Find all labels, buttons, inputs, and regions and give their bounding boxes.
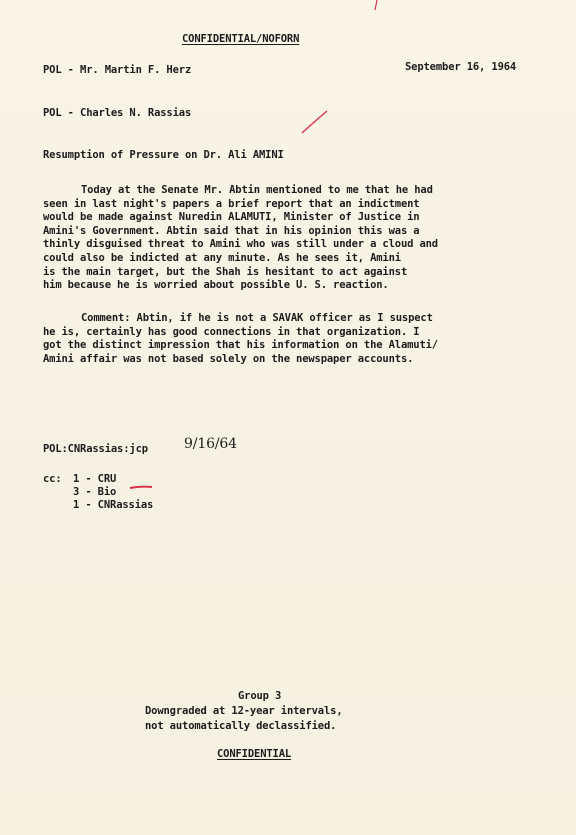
memo-subject: Resumption of Pressure on Dr. Ali AMINI [43,149,284,161]
red-check-mark [300,108,330,136]
classification-header: CONFIDENTIAL/NOFORN [182,33,300,45]
body-line: got the distinct impression that his information on the Alamuti/ [43,339,438,352]
body-line: Comment: Abtin, if he is not a SAVAK officer as I suspect [81,312,433,324]
body-line: he is, certainly has good connections in that organization. I [43,325,420,338]
body-line: Today at the Senate Mr. Abtin mentioned to me that he had [81,184,433,196]
downgrade-line-2: not automatically declassified. [145,720,337,732]
body-line: Amini's Government. Abtin said that in his opinion this was a [43,224,420,237]
body-line: would be made against Nuredin ALAMUTI, Minister of Justice in [43,211,420,224]
red-dash-mark [128,483,154,491]
classification-footer: CONFIDENTIAL [217,748,292,760]
body-line: thinly disguised threat to Amini who was still under a cloud and [43,238,438,251]
body-line: is the main target, but the Shah is hesitant to act against [43,265,408,278]
cc-item-bio: 3 - Bio [73,486,117,498]
body-line: seen in last night's papers a brief report that an indictment [43,197,420,210]
cc-item-cnrassias: 1 - CNRassias [73,499,154,511]
cc-item-cru: 1 - CRU [73,473,117,485]
memo-from: POL - Charles N. Rassias [43,107,192,119]
memo-to: POL - Mr. Martin F. Herz [43,64,192,76]
body-line: him because he is worried about possible U. S. reaction. [43,279,389,292]
memo-date: September 16, 1964 [405,61,517,73]
body-paragraph-1 [43,184,438,293]
body-line: Amini affair was not based solely on the newspaper accounts. [43,352,414,365]
typist-initials: POL:CNRassias:jcp [43,443,148,455]
group-label: Group 3 [238,690,282,702]
downgrade-line-1: Downgraded at 12-year intervals, [145,705,343,717]
handwritten-date: 9/16/64 [184,436,237,452]
body-line: could also be indicted at any minute. As he sees it, Amini [43,251,401,264]
body-paragraph-2 [43,312,438,366]
red-tick-mark [372,0,380,12]
cc-label: cc: [43,473,62,485]
